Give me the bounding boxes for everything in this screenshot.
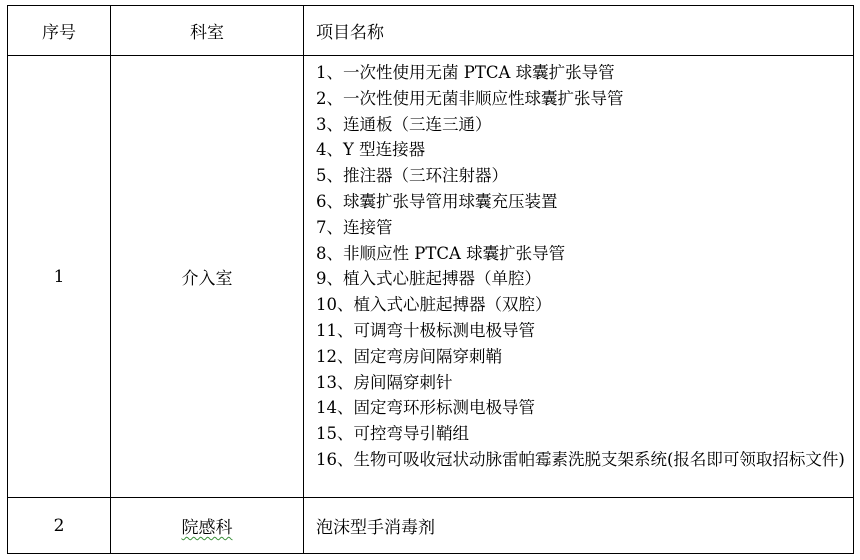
- list-item: 7、连接管: [316, 217, 393, 237]
- row-no: 1: [8, 56, 111, 498]
- row-dept: 介入室: [111, 56, 304, 498]
- header-dept: 科室: [111, 6, 304, 56]
- list-item: 12、固定弯房间隔穿刺鞘: [316, 346, 502, 366]
- procurement-table: [7, 5, 854, 554]
- list-item: 4、Y 型连接器: [316, 140, 426, 160]
- table-row: [8, 498, 854, 554]
- list-item: 13、房间隔穿刺针: [316, 372, 453, 392]
- list-item: 16、生物可吸收冠状动脉雷帕霉素洗脱支架系统(报名即可领取招标文件): [316, 449, 845, 469]
- list-item: 9、植入式心脏起搏器（单腔）: [316, 269, 541, 289]
- table-header-row: [8, 6, 854, 56]
- list-item: 14、固定弯环形标测电极导管: [316, 398, 535, 418]
- item-list-cell: [304, 498, 854, 554]
- row-no: 2: [8, 498, 111, 554]
- dept-label: 院感科: [181, 518, 233, 538]
- list-item: 3、连通板（三连三通）: [316, 114, 492, 134]
- list-item: 泡沫型手消毒剂: [316, 518, 435, 538]
- list-item: 2、一次性使用无菌非顺应性球囊扩张导管: [316, 88, 624, 108]
- list-item: 15、可控弯导引鞘组: [316, 424, 469, 444]
- list-item: 5、推注器（三环注射器）: [316, 166, 508, 186]
- header-name: 项目名称: [304, 6, 854, 56]
- list-item: 1、一次性使用无菌 PTCA 球囊扩张导管: [316, 63, 615, 82]
- item-list-cell: [304, 56, 854, 498]
- list-item: 6、球囊扩张导管用球囊充压装置: [316, 191, 558, 211]
- table-row: [8, 56, 854, 498]
- row-dept: [111, 498, 304, 554]
- header-no: 序号: [8, 6, 111, 56]
- list-item: 11、可调弯十极标测电极导管: [316, 320, 535, 340]
- list-item: 8、非顺应性 PTCA 球囊扩张导管: [316, 243, 566, 263]
- list-item: 10、植入式心脏起搏器（双腔）: [316, 295, 552, 315]
